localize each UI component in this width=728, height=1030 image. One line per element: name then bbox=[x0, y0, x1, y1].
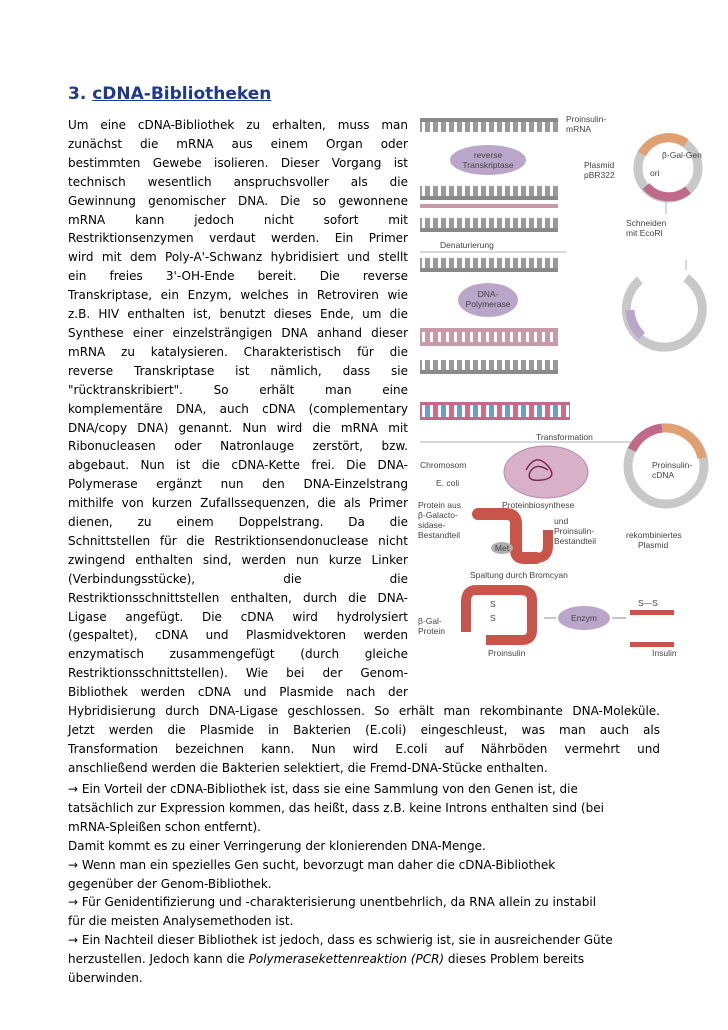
proinsulin-mrna-label-1: Proinsulin- bbox=[566, 114, 607, 124]
reverse-label-1: reverse bbox=[473, 150, 503, 160]
pcr-term: Polymerasekettenreaktion (PCR) bbox=[248, 952, 445, 967]
text-line: enzymatisch zusammengefügt (durch gleiche bbox=[68, 647, 408, 662]
rekombiniertes-label-1: rekombiniertes bbox=[626, 530, 682, 540]
und-proinsulin-label: Proinsulin- bbox=[554, 526, 595, 536]
plasmid-label-2: pBR322 bbox=[584, 170, 615, 180]
note-line: Damit kommt es zu einer Verringerung der klonierenden DNA-Menge. bbox=[68, 838, 486, 853]
cdna-library-diagram bbox=[416, 110, 718, 662]
transformation-label: Transformation bbox=[536, 432, 593, 442]
spaltung-label: Spaltung durch Bromcyan bbox=[470, 570, 568, 580]
enzym-label: Enzym bbox=[571, 613, 597, 623]
cdna-colored bbox=[420, 402, 570, 420]
section-heading bbox=[68, 84, 271, 104]
note-text: herzustellen. Jedoch kann die bbox=[68, 952, 249, 967]
text-line: wird mit dem Poly-A'-Schwanz hybridisiert und stellt bbox=[68, 250, 408, 265]
met-label: Met bbox=[494, 543, 510, 553]
text-line: Gewinnung genomischer DNA. Die so gewonnene bbox=[68, 193, 408, 208]
enzym-oval bbox=[558, 606, 610, 630]
text-line: z.B. HIV enthalten ist, benutzt dieses Ende, um die bbox=[68, 307, 408, 322]
text-line: Schnittstellen für die Restriktionsendonuclease nicht bbox=[68, 533, 408, 548]
proinsulin-cdna-label-2: cDNA bbox=[652, 470, 675, 480]
text-line: reverse Transkriptase ist nämlich, dass sie bbox=[68, 363, 408, 378]
note-line: für die meisten Analysemethoden ist. bbox=[68, 914, 294, 929]
text-line: Transkriptase, ein Enzym, welches in Retroviren wie bbox=[68, 288, 408, 303]
single-strand bbox=[420, 258, 558, 272]
denaturierung-label: Denaturierung bbox=[440, 240, 494, 250]
schneiden-label-1: Schneiden bbox=[626, 218, 667, 228]
text-line: Jetzt werden die Plasmide in Bakterien (E.coli) eingeschleust, was man auch als bbox=[68, 722, 660, 737]
bgal-protein-label-1: β-Gal- bbox=[418, 616, 442, 626]
text-line: Ribonucleasen oder Natronlauge zerstört, bzw. bbox=[68, 439, 408, 454]
s-label-1: S bbox=[490, 599, 496, 609]
polymerase-label-1: DNA- bbox=[477, 289, 499, 299]
text-line: dienen, zu einem Doppelstrang. Da die bbox=[68, 515, 408, 530]
section-title: cDNA-Bibliotheken bbox=[92, 84, 272, 104]
note-line: gegenüber der Genom-Bibliothek. bbox=[68, 876, 272, 891]
protein-aus-label-4: Bestandteil bbox=[418, 530, 461, 540]
hybrid-strand-2 bbox=[420, 218, 558, 232]
note-text: dieses Problem bereits bbox=[444, 952, 585, 967]
text-line: Restriktionsschnittstellen enthalten, durch die DNA- bbox=[68, 590, 408, 605]
text-line: Bibliothek werden cDNA und Plasmide nach der bbox=[68, 685, 408, 700]
proinsulin-shape bbox=[466, 590, 532, 640]
text-line: Um eine cDNA-Bibliothek zu erhalten, muss man bbox=[68, 118, 408, 132]
mrna-strand bbox=[420, 118, 558, 132]
text-line: ein freies 3'-OH-Ende bereit. Die reverse bbox=[68, 269, 408, 284]
section-number: 3. bbox=[68, 84, 87, 104]
protein-aus-label-3: sidase- bbox=[418, 520, 446, 530]
text-line: technisch wesentlich anspruchsvoller als die bbox=[68, 174, 408, 189]
note-line: → Ein Vorteil der cDNA-Bibliothek ist, dass sie eine Sammlung von den Genen ist, die bbox=[68, 782, 578, 796]
text-line: zwingend enthalten sind, werden nun kurze Linker bbox=[68, 552, 408, 567]
rekombiniertes-label-2: Plasmid bbox=[638, 540, 669, 550]
und-label: und bbox=[554, 516, 569, 526]
note-line: überwinden. bbox=[68, 971, 143, 986]
ss-label: S—S bbox=[638, 598, 658, 608]
s-label-2: S bbox=[490, 613, 496, 623]
text-line: Restriktionsschnittstellen). Wie bei der Genom- bbox=[68, 666, 408, 681]
protein-aus-label-2: β-Galacto- bbox=[418, 510, 458, 520]
text-line: abgebaut. Nun ist die cDNA-Kette frei. Die DNA- bbox=[68, 458, 408, 473]
schneiden-label-2: mit EcoRI bbox=[626, 228, 663, 238]
left-text-column bbox=[68, 116, 408, 702]
text-line: (gespaltet), cDNA und Plasmidvektoren werden bbox=[68, 628, 408, 643]
text-line: komplementäre DNA, auch cDNA (complementary bbox=[68, 401, 408, 416]
double-strand-cdna bbox=[420, 328, 558, 346]
insulin-label: Insulin bbox=[652, 648, 677, 658]
text-line: mRNA zu katalysieren. Charakteristisch für die bbox=[68, 344, 408, 359]
ecoli-label: E. coli bbox=[436, 478, 460, 488]
text-line: mithilfe von kurzen Zufallssequenzen, die als Primer bbox=[68, 496, 408, 511]
note-line: tatsächlich zur Expression kommen, das heißt, dass z.B. keine Introns enthalten sind (bei bbox=[68, 800, 604, 815]
dna-polymerase-oval bbox=[458, 283, 518, 317]
chromosom-label: Chromosom bbox=[420, 460, 467, 470]
text-line: zunächst die mRNA aus einem Organ oder bbox=[68, 136, 408, 151]
beta-gal-gen-label: β-Gal-Gen bbox=[662, 150, 702, 160]
text-line: Polymerase ergänzt nun den DNA-Einzelstrang bbox=[68, 477, 408, 492]
fusion-protein bbox=[478, 514, 548, 558]
hybrid-strand bbox=[420, 186, 558, 208]
note-line: mRNA-Spleißen schon entfernt). bbox=[68, 819, 261, 834]
reverse-label-2: Transkriptase bbox=[462, 160, 514, 170]
plasmid-label-1: Plasmid bbox=[584, 160, 615, 170]
text-line: (Verbindungsstücke), die die bbox=[68, 571, 408, 586]
diagram-svg bbox=[416, 110, 718, 662]
polymerase-label-2: Polymerase bbox=[465, 299, 511, 309]
text-line: DNA/copy DNA) genannt. Nun wird die mRNA mit bbox=[68, 420, 408, 435]
ecoli-cell bbox=[504, 446, 588, 498]
proinsulin-mrna-label-2: mRNA bbox=[566, 124, 592, 134]
note-line: → Wenn man ein spezielles Gen sucht, bevorzugt man daher die cDNA-Bibliothek bbox=[68, 857, 556, 872]
note-line: → Ein Nachteil dieser Bibliothek ist jedoch, dass es schwierig ist, sie in ausreichender Güte bbox=[68, 933, 613, 948]
proinsulin-cdna-label-1: Proinsulin- bbox=[652, 460, 693, 470]
proteinbiosynthese-label: Proteinbiosynthese bbox=[502, 500, 575, 510]
text-line: "rücktranskribiert". So erhält man eine bbox=[68, 382, 408, 397]
full-width-paragraph bbox=[68, 702, 660, 778]
notes-section bbox=[68, 780, 660, 988]
text-line: mRNA kann jedoch nicht sofort mit bbox=[68, 212, 408, 227]
insulin-shape bbox=[630, 610, 674, 647]
text-line: bestimmten Gewebe isolieren. Dieser Vorgang ist bbox=[68, 155, 408, 170]
note-line bbox=[68, 950, 660, 969]
text-line: Transformation bezeichnen kann. Nun wird E.coli auf Nährböden vermehrt und bbox=[68, 741, 660, 756]
proinsulin-label: Proinsulin bbox=[488, 648, 526, 658]
note-line: → Für Genidentifizierung und -charakterisierung unentbehrlich, da RNA allein zu instabil bbox=[68, 895, 597, 910]
text-line: Hybridisierung durch DNA-Ligase geschlossen. So erhält man rekombinante DNA-Moleküle. bbox=[68, 704, 660, 718]
text-line: Synthese einer einzelsträngigen DNA anhand dieser bbox=[68, 325, 408, 340]
text-line: Ligase angefügt. Die cDNA wird hydrolysiert bbox=[68, 609, 408, 624]
bgal-protein-label-2: Protein bbox=[418, 626, 445, 636]
und-bestandteil-label: Bestandteil bbox=[554, 536, 597, 546]
ori-label: ori bbox=[650, 168, 660, 178]
reverse-transkriptase-oval bbox=[450, 145, 526, 175]
cdna-linker bbox=[420, 360, 558, 374]
text-line: Restriktionsenzymen verdaut werden. Ein Primer bbox=[68, 231, 408, 246]
cut-plasmid bbox=[626, 278, 702, 347]
plasmid-circle bbox=[638, 138, 698, 198]
text-line: anschließend werden die Bakterien selektiert, die Fremd-DNA-Stücke enthalten. bbox=[68, 760, 548, 775]
protein-aus-label-1: Protein aus bbox=[418, 500, 461, 510]
